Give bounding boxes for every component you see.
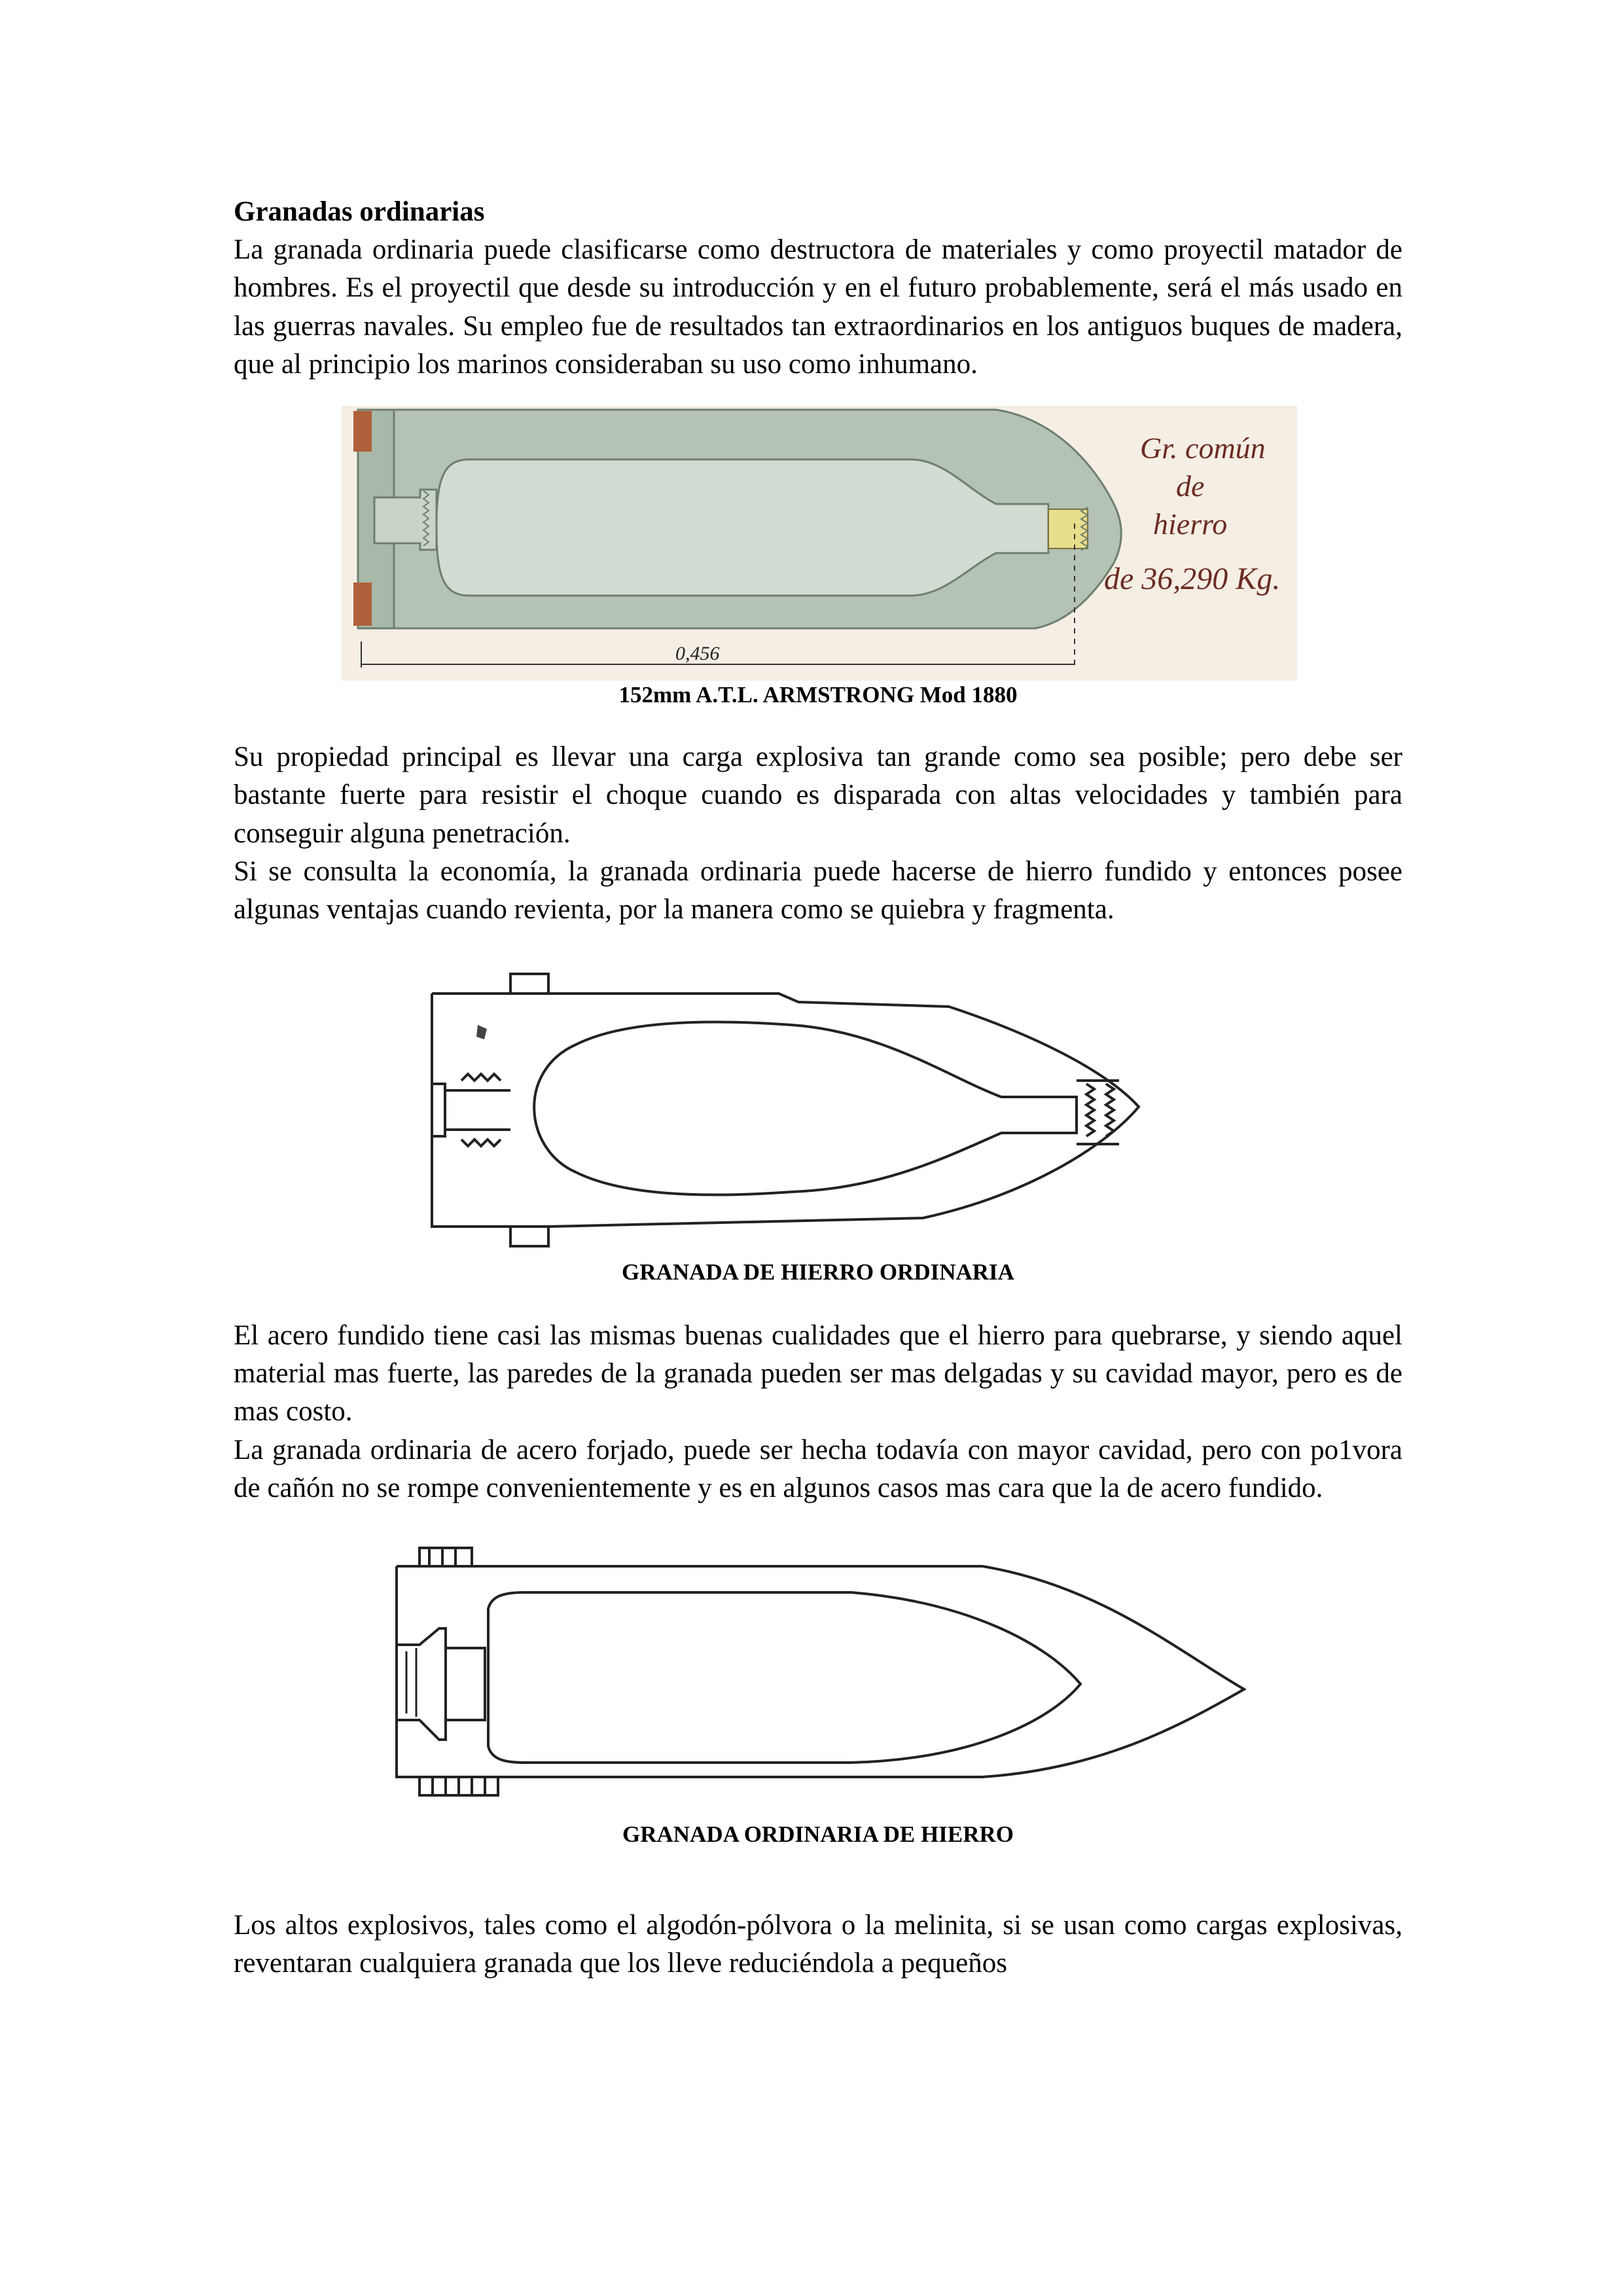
caption-ordinary-shell: GRANADA ORDINARIA DE HIERRO [622, 1821, 1014, 1848]
paragraph-5: La granada ordinaria de acero forjado, puede ser hecha todavía con mayor cavidad, pero con po1vora de cañón no se rompe convenientemente y es en algunos casos mas cara que la de acero fundido. [234, 1434, 1402, 1503]
copper-band-top [353, 411, 372, 452]
caption-armstrong-shell: 152mm A.T.L. ARMSTRONG Mod 1880 [618, 682, 1018, 708]
nose-threads [1086, 1084, 1114, 1136]
armstrong-shell-drawing [342, 406, 1297, 681]
figure-armstrong-shell [234, 406, 1402, 708]
band-top [510, 974, 548, 994]
page-content [234, 193, 1402, 1983]
figure-iron-shell [234, 973, 1402, 1285]
paragraph-1: La granada ordinaria puede clasificarse como destructora de materiales y como proyectil matador de hombres. Es el proyectil que desde su introducción y en el futuro probablemente, será el más usado en las guerras navales. Su empleo fue de resultados tan extraordinarios en los antiguos buques de madera, que al principio los marinos consideraban su uso como inhumano. [234, 234, 1402, 380]
band-top-notches [429, 1548, 455, 1566]
inner-cavity [437, 459, 1048, 596]
band-bottom-notches [433, 1777, 485, 1795]
caption-iron-shell: GRANADA DE HIERRO ORDINARIA [622, 1259, 1014, 1285]
label-line-3: hierro [1153, 507, 1228, 541]
base-cut [432, 1084, 445, 1136]
paragraph-6: Los altos explosivos, tales como el algodón-pólvora o la melinita, si se usan como cargas explosivas, reventaran cualquiera granada que los lleve reduciéndola a pequeños [234, 1910, 1402, 1979]
dimension-label: 0,456 [675, 643, 720, 665]
inner-cavity [488, 1592, 1080, 1763]
label-line-2: de [1176, 469, 1205, 503]
band-top [419, 1548, 472, 1566]
base-fuse [397, 1628, 446, 1740]
base-hole-threads [461, 1074, 501, 1146]
base-hole [445, 1090, 510, 1130]
inner-cavity [534, 1022, 1077, 1194]
shell-outline [397, 1566, 1244, 1777]
base-fuse-inner [406, 1648, 416, 1717]
iron-shell-drawing [425, 973, 1237, 1261]
copper-band-bottom [353, 583, 372, 626]
paragraph-2: Su propiedad principal es llevar una carga explosiva tan grande como sea posible; pero debe ser bastante fuerte para resistir el choque cuando es disparada con altas velocidades y también para conseguir alguna penetración. [234, 742, 1402, 849]
paragraph-3: Si se consulta la economía, la granada ordinaria puede hacerse de hierro fundido y entonces posee algunas ventajas cuando revienta, por la manera como se quiebra y fragmenta. [234, 856, 1402, 925]
ink-mark [476, 1025, 487, 1039]
section-heading: Granadas ordinarias [234, 196, 485, 227]
label-line-4: de 36,290 Kg. [1104, 562, 1281, 597]
paragraph-4: El acero fundido tiene casi las mismas buenas cualidades que el hierro para quebrarse, y siendo aquel material mas fuerte, las paredes de la granada pueden ser mas delgadas y su cavidad mayor, pero es de mas costo. [234, 1319, 1402, 1427]
figure-ordinary-shell [234, 1547, 1402, 1854]
base-plug [446, 1648, 485, 1720]
label-line-1: Gr. común [1140, 431, 1266, 465]
band-bottom [510, 1227, 548, 1246]
ordinary-shell-drawing [393, 1547, 1270, 1815]
